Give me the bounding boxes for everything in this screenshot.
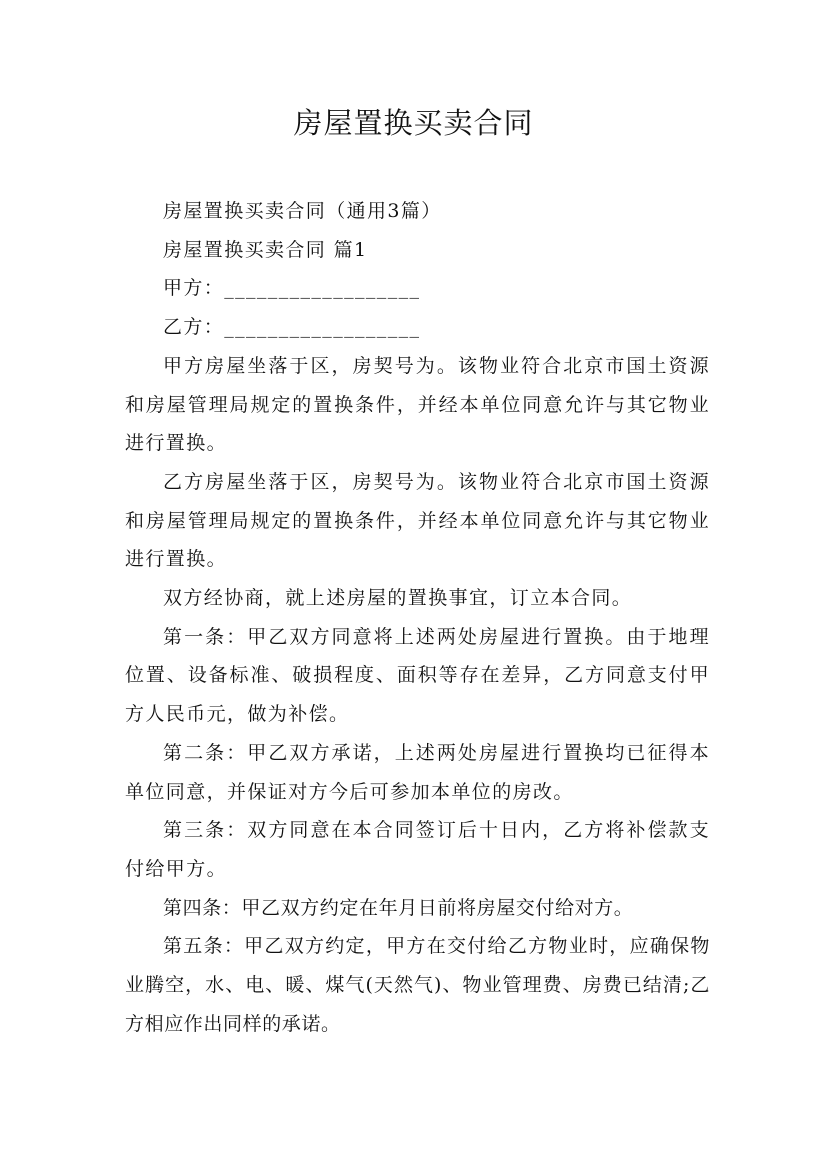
paragraph-party-b-property: 乙方房屋坐落于区，房契号为。该物业符合北京市国土资源和房屋管理局规定的置换条件，并经本单位同意允许与其它物业进行置换。 (125, 470, 710, 571)
clause-5: 第五条：甲乙双方约定，甲方在交付给乙方物业时，应确保物业腾空，水、电、暖、煤气(天然气)、物业管理费、房费已结清;乙方相应作出同样的承诺。 (125, 935, 710, 1035)
party-a-line: 甲方：__________________ (163, 277, 421, 300)
clause-1: 第一条：甲乙双方同意将上述两处房屋进行置换。由于地理位置、设备标准、破损程度、面积等存在差异，乙方同意支付甲方人民币元，做为补偿。 (125, 625, 710, 726)
clause-4: 第四条：甲乙双方约定在年月日前将房屋交付给对方。 (163, 896, 634, 919)
paragraph-subtitle: 房屋置换买卖合同（通用3篇） (163, 200, 442, 222)
document-body (125, 192, 710, 1043)
clause-2: 第二条：甲乙双方承诺，上述两处房屋进行置换均已征得本单位同意，并保证对方今后可参加本单位的房改。 (125, 741, 710, 803)
document-title: 房屋置换买卖合同 (293, 106, 534, 140)
paragraph-agreement: 双方经协商，就上述房屋的置换事宜，订立本合同。 (163, 587, 633, 610)
party-b-line: 乙方：__________________ (163, 316, 421, 339)
paragraph-part-heading: 房屋置换买卖合同 篇1 (163, 238, 368, 261)
clause-3: 第三条：双方同意在本合同签订后十日内，乙方将补偿款支付给甲方。 (125, 819, 710, 880)
paragraph-party-a-property: 甲方房屋坐落于区，房契号为。该物业符合北京市国土资源和房屋管理局规定的置换条件，并经本单位同意允许与其它物业进行置换。 (125, 354, 710, 455)
